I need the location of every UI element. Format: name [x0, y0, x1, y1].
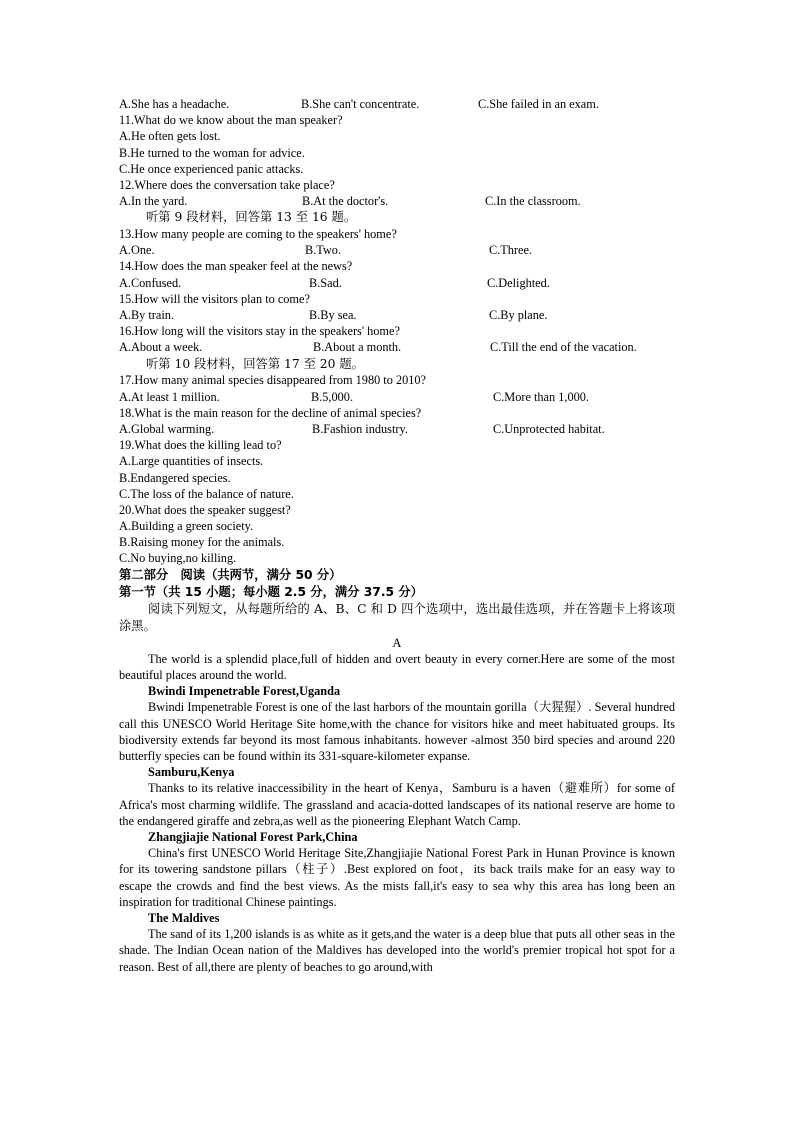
part-two-heading: 第二部分 阅读（共两节，满分 50 分） — [119, 567, 342, 582]
q10-options — [119, 96, 675, 112]
q11-question: 11.What do we know about the man speaker? — [119, 113, 343, 128]
q11-option-b: B.He turned to the woman for advice. — [119, 145, 305, 160]
q14-option-c: C.Delighted. — [487, 275, 550, 290]
place-title-samburu: Samburu,Kenya — [148, 765, 235, 780]
place-text-samburu: Thanks to its relative inaccessibility in the heart of Kenya，Samburu is a haven（避难所）for some of Africa's most charming wildlife. The grassland and acacia-dotted landscapes of its national reserve are home to the endangered giraffe and zebra,as well as the pioneering Elephant Watch Camp. — [119, 781, 675, 828]
q16-options — [119, 339, 675, 355]
q15-option-a: A.By train. — [119, 308, 174, 323]
q15-option-c: C.By plane. — [489, 308, 548, 323]
q19-option-b: B.Endangered species. — [119, 470, 231, 485]
reading-instructions: 阅读下列短文，从每题所给的 A、B、C 和 D 四个选项中，选出最佳选项，并在答题卡上将该项涂黑。 — [119, 601, 675, 633]
q15-option-b: B.By sea. — [309, 308, 357, 323]
q20-option-b: B.Raising money for the animals. — [119, 535, 285, 550]
q17-question: 17.How many animal species disappeared from 1980 to 2010? — [119, 373, 427, 388]
q14-option-a: A.Confused. — [119, 275, 182, 290]
q12-question: 12.Where does the conversation take place? — [119, 177, 335, 192]
q12-options — [119, 193, 675, 209]
q10-option-a: A.She has a headache. — [119, 97, 230, 111]
q14-options — [119, 275, 675, 291]
q13-option-a: A.One. — [119, 243, 155, 258]
q19-option-c: C.The loss of the balance of nature. — [119, 486, 294, 501]
q14-question: 14.How does the man speaker feel at the news? — [119, 259, 353, 274]
q20-option-a: A.Building a green society. — [119, 519, 254, 534]
q11-option-a: A.He often gets lost. — [119, 129, 221, 144]
q18-question: 18.What is the main reason for the decline of animal species? — [119, 405, 422, 420]
q16-option-c: C.Till the end of the vacation. — [490, 340, 637, 355]
q20-question: 20.What does the speaker suggest? — [119, 502, 291, 517]
passage-intro: The world is a splendid place,full of hidden and overt beauty in every corner.Here are some of the most beautiful places around the world. — [119, 651, 675, 683]
q18-option-c: C.Unprotected habitat. — [493, 421, 605, 436]
q17-option-b: B.5,000. — [311, 389, 354, 404]
q16-option-a: A.About a week. — [119, 340, 203, 355]
q19-option-a: A.Large quantities of insects. — [119, 454, 264, 469]
q13-question: 13.How many people are coming to the speakers' home? — [119, 227, 397, 242]
instruction-section-9: 听第 9 段材料，回答第 13 至 16 题。 — [146, 210, 357, 225]
instruction-section-10: 听第 10 段材料，回答第 17 至 20 题。 — [146, 356, 364, 371]
place-title-maldives: The Maldives — [148, 911, 220, 926]
q12-option-b: B.At the doctor's. — [302, 194, 389, 209]
q15-options — [119, 307, 675, 323]
passage-label: A — [392, 635, 402, 650]
q16-question: 16.How long will the visitors stay in the speakers' home? — [119, 324, 400, 339]
q13-option-b: B.Two. — [305, 243, 342, 258]
exam-page — [119, 96, 675, 975]
q17-option-a: A.At least 1 million. — [119, 389, 220, 404]
place-title-bwindi: Bwindi Impenetrable Forest,Uganda — [148, 684, 341, 699]
q18-option-a: A.Global warming. — [119, 421, 215, 436]
place-title-zhangjiajie: Zhangjiajie National Forest Park,China — [148, 830, 358, 845]
place-text-bwindi: Bwindi Impenetrable Forest is one of the last harbors of the mountain gorilla（大猩猩）. Several hundred call this UNESCO World Heritage Site home,with the chance for visitors hike and meet habituated groups. Its biodiversity extends far beyond its most famous inhabitants. however -almost 350 bird species and around 220 butterfly species can be found within its 331-square-kilometer expanse. — [119, 700, 675, 764]
q17-option-c: C.More than 1,000. — [493, 389, 589, 404]
q18-options — [119, 421, 675, 437]
q16-option-b: B.About a month. — [313, 340, 402, 355]
q20-option-c: C.No buying,no killing. — [119, 551, 237, 566]
q10-option-b: B.She can't concentrate. — [301, 97, 420, 111]
q18-option-b: B.Fashion industry. — [312, 421, 408, 436]
q12-option-c: C.In the classroom. — [485, 194, 581, 209]
q10-option-c: C.She failed in an exam. — [478, 97, 599, 111]
q19-question: 19.What does the killing lead to? — [119, 438, 282, 453]
q17-options — [119, 389, 675, 405]
q15-question: 15.How will the visitors plan to come? — [119, 291, 310, 306]
section-one-heading: 第一节（共 15 小题；每小题 2.5 分，满分 37.5 分） — [119, 584, 423, 599]
q13-option-c: C.Three. — [489, 243, 533, 258]
q14-option-b: B.Sad. — [309, 275, 342, 290]
place-text-maldives: The sand of its 1,200 islands is as white as it gets,and the water is a deep blue that puts all other seas in the shade. The Indian Ocean nation of the Maldives has developed into the world's premier tropical hot spot for a reason. Best of all,there are plenty of beaches to go around,with — [119, 927, 675, 974]
q13-options — [119, 242, 675, 258]
place-text-zhangjiajie: China's first UNESCO World Heritage Site,Zhangjiajie National Forest Park in Hunan Province is known for its towering sandstone pillars（柱子）.Best explored on foot，its back trails make for an easy way to escape the crowds and find the best views. As the mists fall,it's easy to sea why this area has long been an inspiration for traditional Chinese paintings. — [119, 846, 675, 909]
q11-option-c: C.He once experienced panic attacks. — [119, 161, 304, 176]
q12-option-a: A.In the yard. — [119, 194, 188, 209]
